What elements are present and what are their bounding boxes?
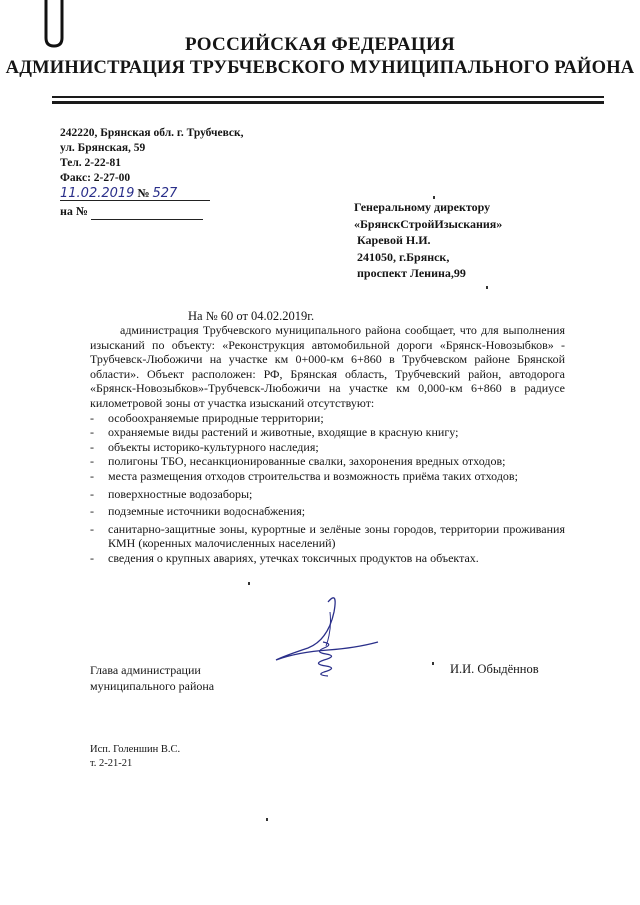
ink-speck <box>432 662 434 665</box>
registration-number-label: № <box>137 186 150 200</box>
header-rule-top <box>52 96 604 98</box>
executor-name: Исп. Голеншин В.С. <box>90 744 181 755</box>
handwritten-signature <box>268 590 388 690</box>
sender-address <box>60 126 244 186</box>
address-line: 242220, Брянская обл. г. Трубчевск, <box>60 127 244 139</box>
scan-speck <box>486 286 488 289</box>
list-item: - особоохраняемые природные территории; <box>90 411 565 426</box>
letter-body <box>90 323 565 566</box>
address-line: ул. Брянская, 59 <box>60 142 146 154</box>
list-item: - санитарно-защитные зоны, курортные и зелёные зоны городов, территории проживания КМН (коренных малочисленных населений) <box>90 522 565 551</box>
organization-heading: АДМИНИСТРАЦИЯ ТРУБЧЕВСКОГО МУНИЦИПАЛЬНОГО РАЙОНА <box>5 58 635 78</box>
list-item: - объекты историко-культурного наследия; <box>90 440 565 455</box>
body-intro: администрация Трубчевского муниципального района сообщает, что для выполнения изысканий по объекту: «Реконструкция автомобильной дороги «Брянск-Новозыбков» - Трубчевск-Любожичи на участке км 0+000-км 6+860 в Трубчевском районе Брянской области». Объект расположен: РФ, Брянская область, Трубчевский район, автодорога «Брянск-Новозыбков»-Трубчевск-Любожичи на участке км 0,000-км 6+860 в радиусе километровой зоны от участка изысканий отсутствуют: <box>90 323 565 410</box>
list-item: - охраняемые виды растений и животные, входящие в красную книгу; <box>90 425 565 440</box>
executor-phone: т. 2-21-21 <box>90 758 133 769</box>
recipient-line: Генеральному директору <box>354 200 491 214</box>
list-item: - полигоны ТБО, несанкционированные свалки, захоронения вредных отходов; <box>90 454 565 469</box>
recipient-line: Каревой Н.И. <box>357 233 431 247</box>
address-line: Тел. 2-22-81 <box>60 157 121 169</box>
country-heading: РОССИЙСКАЯ ФЕДЕРАЦИЯ <box>184 34 456 55</box>
scan-speck <box>433 196 435 199</box>
address-line: Факс: 2-27-00 <box>60 172 131 184</box>
list-item: - сведения о крупных авариях, утечках токсичных продуктов на объектах. <box>90 551 565 566</box>
registration-number: 527 <box>152 186 178 201</box>
registration-block <box>60 186 220 220</box>
reply-number-label: на № <box>60 204 88 218</box>
executor-block <box>90 743 180 771</box>
absence-list <box>90 411 565 566</box>
recipient-block <box>354 199 502 282</box>
header-rule-bottom <box>52 101 604 104</box>
list-item: - подземные источники водоснабжения; <box>90 504 565 519</box>
list-item: - поверхностные водозаборы; <box>90 487 565 502</box>
signer-title-line: Глава администрации <box>90 663 201 677</box>
reference-line: На № 60 от 04.02.2019г. <box>188 309 315 323</box>
list-item: - места размещения отходов строительства и возможность приёма таких отходов; <box>90 469 565 484</box>
signer-title-line: муниципального района <box>90 679 215 693</box>
recipient-line: 241050, г.Брянск, <box>357 249 450 264</box>
recipient-line: «БрянскСтройИзыскания» <box>354 216 503 231</box>
recipient-line: проспект Ленина,99 <box>357 266 466 280</box>
registration-date: 11.02.2019 <box>60 186 135 201</box>
signer-title <box>90 662 214 694</box>
scan-speck <box>266 818 268 821</box>
reply-number-blank <box>91 204 203 220</box>
signer-name: И.И. Обыдённов <box>450 662 539 676</box>
scan-speck <box>248 582 250 585</box>
